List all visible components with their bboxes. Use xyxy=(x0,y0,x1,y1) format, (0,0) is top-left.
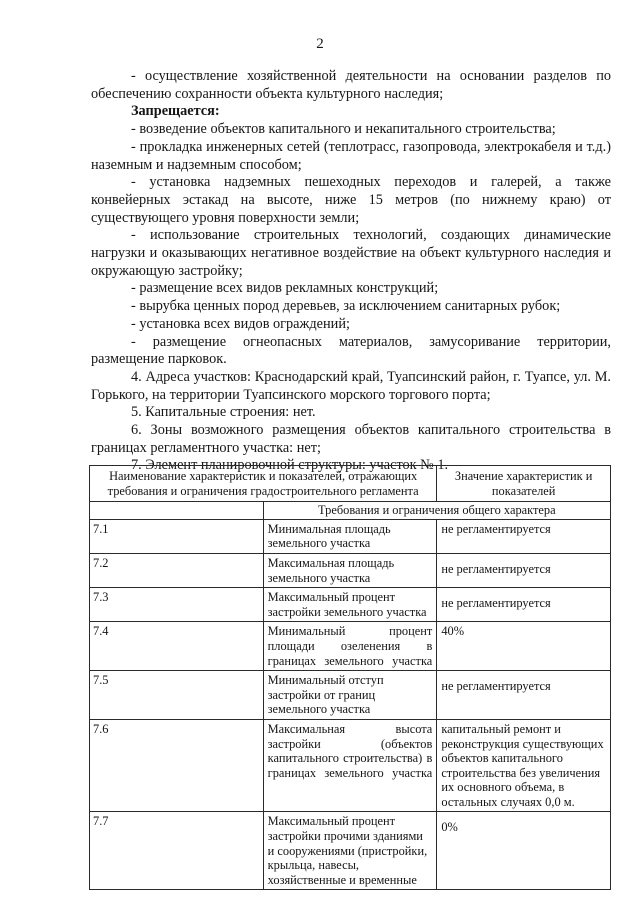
paragraph: - осуществление хозяйственной деятельности на основании разделов по обеспечению сохранности объекта культурного наследия; xyxy=(91,68,611,102)
row-value: 40% xyxy=(437,622,611,671)
paragraph: - установка всех видов ограждений; xyxy=(131,315,350,332)
row-number: 7.4 xyxy=(90,622,264,671)
table-row xyxy=(90,519,611,553)
table-cell xyxy=(90,502,264,520)
row-number: 7.7 xyxy=(90,812,264,890)
table-row xyxy=(90,622,611,671)
body-text xyxy=(91,68,611,475)
paragraph: 7. Элемент планировочной структуры: участок № 1. xyxy=(131,457,449,474)
table-header-row xyxy=(90,466,611,502)
table-section-row xyxy=(90,502,611,520)
row-name: Минимальный отступ застройки от границ земельного участка xyxy=(263,671,437,720)
table-row xyxy=(90,812,611,890)
paragraph: 4. Адреса участков: Краснодарский край, Туапсинский район, г. Туапсе, ул. М. Горького, на территории Туапсинского морского торгового порта; xyxy=(91,368,611,403)
paragraph: 5. Капитальные строения: нет. xyxy=(131,404,316,421)
row-number: 7.3 xyxy=(90,588,264,622)
row-value: не регламентируется xyxy=(437,588,611,622)
table-row xyxy=(90,719,611,812)
row-name: Минимальная площадь земельного участка xyxy=(263,519,437,553)
row-number: 7.2 xyxy=(90,553,264,587)
paragraph: - использование строительных технологий, создающих динамические нагрузки и оказывающих негативное воздействие на объект культурного наследия и окружающую застройку; xyxy=(91,227,611,279)
paragraph: - прокладка инженерных сетей (теплотрасс, газопровода, электрокабеля и т.д.) наземным и надземным способом; xyxy=(91,138,611,173)
row-number: 7.5 xyxy=(90,671,264,720)
row-name: Минимальный процент площади озеленения в границах земельного участка xyxy=(263,622,437,671)
regulations-table xyxy=(89,465,611,890)
row-value: капитальный ремонт и реконструкция существующих объектов капитального строительства без увеличения их основного объема, в остальных случаях 0,0 м. xyxy=(437,719,611,812)
table-row xyxy=(90,671,611,720)
section-title: Требования и ограничения общего характера xyxy=(263,502,610,520)
row-name: Максимальный процент застройки прочими зданиями и сооружениями (пристройки, крыльца, навесы, хозяйственные и временные xyxy=(263,812,437,890)
paragraph: - размещение огнеопасных материалов, замусоривание территории, размещение парковок. xyxy=(91,333,611,368)
paragraph: - вырубка ценных пород деревьев, за исключением санитарных рубок; xyxy=(131,298,561,315)
section-heading: Запрещается: xyxy=(131,103,220,120)
row-value: не регламентируется xyxy=(437,553,611,587)
row-name: Максимальная площадь земельного участка xyxy=(263,553,437,587)
paragraph: 6. Зоны возможного размещения объектов капитального строительства в границах регламентного участка: нет; xyxy=(91,422,611,456)
paragraph: - возведение объектов капитального и некапитального строительства; xyxy=(131,121,556,138)
table-row xyxy=(90,588,611,622)
table-row xyxy=(90,553,611,587)
row-name: Максимальный процент застройки земельного участка xyxy=(263,588,437,622)
paragraph: - размещение всех видов рекламных конструкций; xyxy=(131,280,439,297)
row-value: не регламентируется xyxy=(437,519,611,553)
row-name: Максимальная высота застройки (объектов капитального строительства) в границах земельного участка xyxy=(263,719,437,812)
paragraph: - установка надземных пешеходных переходов и галерей, а также конвейерных эстакад на высоте, ниже 15 метров (по нижнему краю) от существующего уровня поверхности земли; xyxy=(91,174,611,226)
row-value: не регламентируется xyxy=(437,671,611,720)
page-number: 2 xyxy=(316,36,324,52)
header-values: Значение характеристик и показателей xyxy=(437,466,611,502)
row-value: 0% xyxy=(437,812,611,890)
row-number: 7.1 xyxy=(90,519,264,553)
row-number: 7.6 xyxy=(90,719,264,812)
header-characteristics: Наименование характеристик и показателей, отражающих требования и ограничения градостроительного регламента xyxy=(90,466,437,502)
